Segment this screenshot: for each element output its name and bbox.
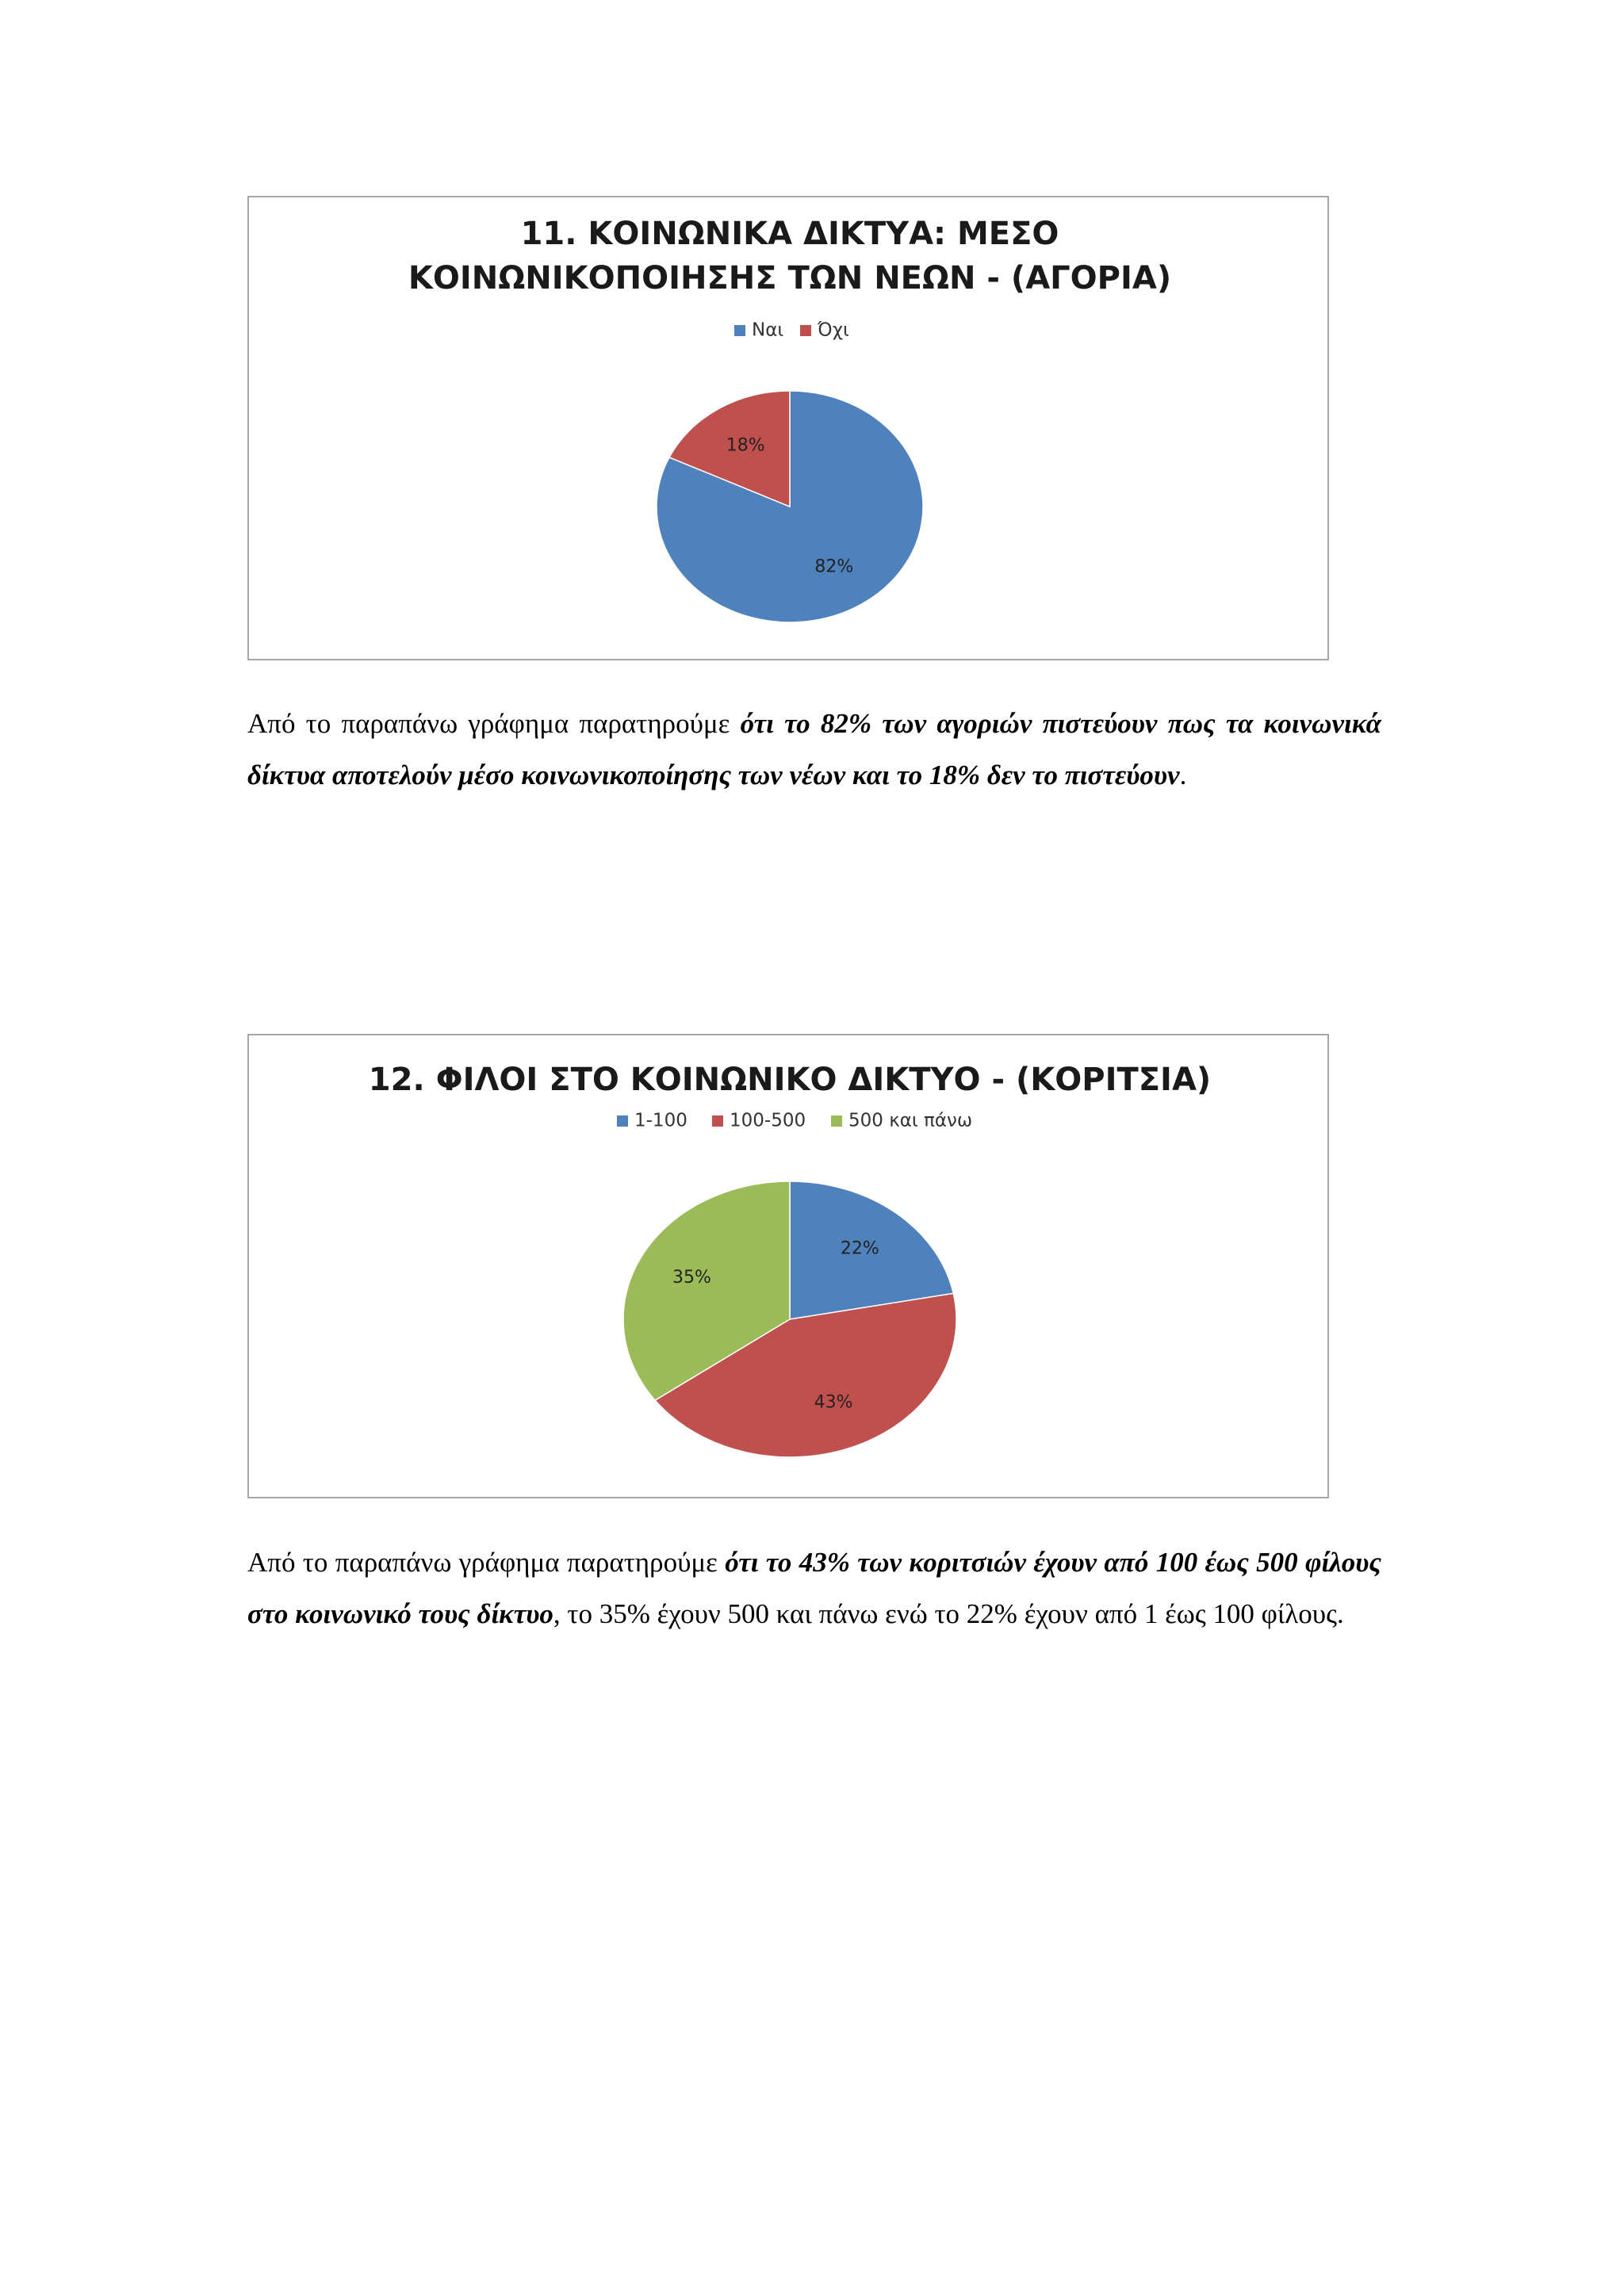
paragraph-2-emphasis: ότι το 43% των κοριτσιών έχουν από 100 έως 500 φίλους στο κοινωνικό τους δίκτυο bbox=[247, 1547, 1381, 1629]
chart-2-legend-label-0: 1-100 bbox=[634, 1110, 688, 1131]
chart-1-data-label-0: 82% bbox=[814, 557, 854, 577]
paragraph-girls bbox=[247, 1536, 1381, 1640]
chart-2-data-label-0: 22% bbox=[840, 1238, 879, 1259]
pie-chart-2-svg bbox=[249, 1035, 1327, 1497]
chart-2-legend-swatch-1 bbox=[712, 1115, 723, 1127]
chart-2-data-label-2: 35% bbox=[672, 1267, 711, 1288]
chart-1-title-line-1: ΚΟΙΝΩΝΙΚΟΠΟΙΗΣΗΣ ΤΩΝ ΝΕΩΝ - (ΑΓΟΡΙΑ) bbox=[408, 260, 1172, 297]
chart-1-legend-swatch-0 bbox=[734, 325, 745, 336]
chart-2-legend-swatch-0 bbox=[617, 1115, 628, 1127]
paragraph-1-text-b: . bbox=[1179, 760, 1187, 790]
chart-1-legend-label-1: Όχι bbox=[818, 320, 849, 341]
paragraph-2-text-b: , το 35% έχουν 500 και πάνω ενώ το 22% έχουν από 1 έως 100 φίλους. bbox=[553, 1598, 1344, 1629]
pie-chart-friends-girls bbox=[247, 1034, 1329, 1498]
pie-chart-1-svg bbox=[249, 197, 1327, 659]
paragraph-1-emphasis: ότι το 82% των αγοριών πιστεύουν πως τα κοινωνικά δίκτυα αποτελούν μέσο κοινωνικοποίησης των νέων και το 18% δεν το πιστεύουν bbox=[247, 708, 1381, 790]
chart-1-data-label-1: 18% bbox=[726, 435, 765, 456]
paragraph-1-text-a: Από το παραπάνω γράφημα παρατηρούμε bbox=[247, 708, 741, 739]
chart-2-legend-swatch-2 bbox=[831, 1115, 842, 1127]
chart-1-legend-label-0: Ναι bbox=[752, 320, 784, 341]
chart-1-legend-swatch-1 bbox=[800, 325, 811, 336]
chart-1-title-line-0: 11. ΚΟΙΝΩΝΙΚΑ ΔΙΚΤΥΑ: ΜΕΣΟ bbox=[520, 216, 1059, 252]
pie-chart-social-networks-boys bbox=[247, 196, 1329, 660]
chart-2-legend-label-1: 100-500 bbox=[730, 1110, 806, 1131]
chart-2-data-label-1: 43% bbox=[814, 1392, 853, 1413]
chart-2-legend-label-2: 500 και πάνω bbox=[848, 1110, 973, 1131]
paragraph-2-text-a: Από το παραπάνω γράφημα παρατηρούμε bbox=[247, 1547, 726, 1578]
paragraph-boys bbox=[247, 698, 1381, 801]
chart-2-title-line-0: 12. ΦΙΛΟΙ ΣΤΟ ΚΟΙΝΩΝΙΚΟ ΔΙΚΤΥΟ - (ΚΟΡΙΤΣΙΑ) bbox=[368, 1062, 1212, 1098]
